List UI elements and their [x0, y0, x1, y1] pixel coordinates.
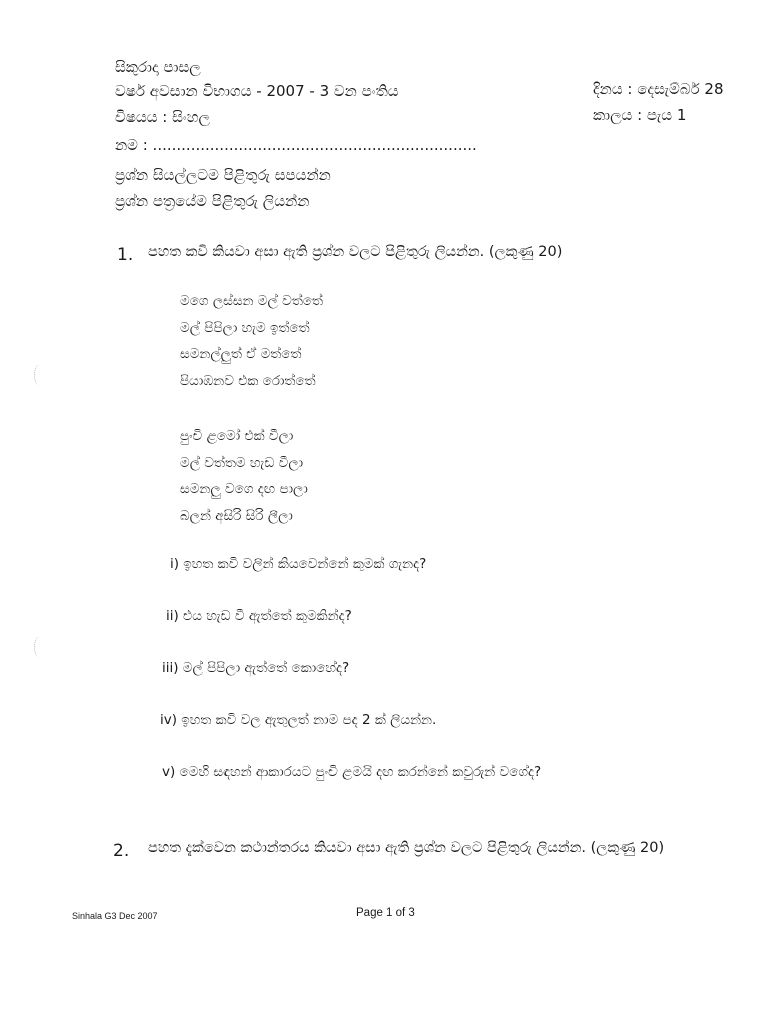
exam-title: වර්ෂ අවසාන විභාගය - 2007 - 3 වන පංතිය — [115, 82, 399, 100]
poem-line: බලන් අසිරි සිරි ලීලා — [180, 507, 293, 524]
sub-question-iv: iv) ඉහත කවි වල ඇතුලත් නාම පද 2 ක් ලියන්න. — [160, 712, 437, 728]
exam-subject: විෂයය : සිංහල — [115, 108, 210, 126]
question-2-text: පහත දැක්වෙන කථාන්තරය කියවා අසා ඇති ප්‍රශ්න වලට පිළිතුරු ලියන්න. (ලකුණු 20) — [148, 840, 665, 856]
poem-line: මගෙ ලස්සන මල් වත්තේ — [180, 293, 323, 309]
sub-question-iii: iii) මල් පිපිලා ඇත්තේ කොහේද? — [162, 660, 350, 676]
sub-question-i: i) ඉහත කවි වලින් කියවෙන්නේ කුමක් ගැනද? — [170, 556, 427, 572]
poem-line: පුංචි ළමෝ එක් වීලා — [180, 428, 294, 444]
scan-artifact-icon — [34, 364, 45, 386]
exam-date: දිනය : දෙසැම්බර් 28 — [593, 80, 724, 98]
instruction-answer-on-paper: ප්‍රශ්න පත්‍රයේම පිළිතුරු ලියන්න — [115, 192, 310, 210]
question-1-number: 1. — [117, 245, 134, 265]
poem-line: සමනල්ලුත් ඒ මත්තේ — [180, 346, 302, 362]
question-2-number: 2. — [113, 841, 130, 861]
question-1-text: පහත කවි කියවා අසා ඇති ප්‍රශ්න වලට පිළිතුරු ලියන්න. (ලකුණු 20) — [148, 244, 563, 260]
footer-course-code: Sinhala G3 Dec 2007 — [72, 911, 158, 921]
sub-question-v: v) මෙහි සඳහන් ආකාරයට පුංචි ළමයි දඟ කරන්නේ කවුරුන් වගේද? — [162, 764, 542, 780]
exam-duration: කාලය : පැය 1 — [593, 106, 687, 124]
school-name: සිකුරාදා පාසල — [115, 58, 201, 76]
name-field: නම : .................................................................... — [115, 136, 477, 154]
footer-page-number: Page 1 of 3 — [356, 907, 415, 919]
poem-stanza-2 — [180, 423, 308, 529]
poem-line: මල් වත්තම හැඩ වීලා — [180, 454, 304, 471]
instruction-answer-all: ප්‍රශ්න සියල්ලටම පිළිතුරු සපයන්න — [115, 166, 331, 184]
poem-stanza-1 — [180, 288, 323, 394]
poem-line: සමනලු වගෙ දඟ පාලා — [180, 481, 308, 497]
sub-question-ii: ii) එය හැඩ වී ඇත්තේ කුමකින්ද? — [166, 608, 352, 624]
poem-line: මල් පිපිලා හැම ඉත්තේ — [180, 319, 310, 336]
scan-artifact-icon — [34, 636, 45, 658]
poem-line: පියාඹනව එක රොත්තේ — [180, 372, 316, 389]
